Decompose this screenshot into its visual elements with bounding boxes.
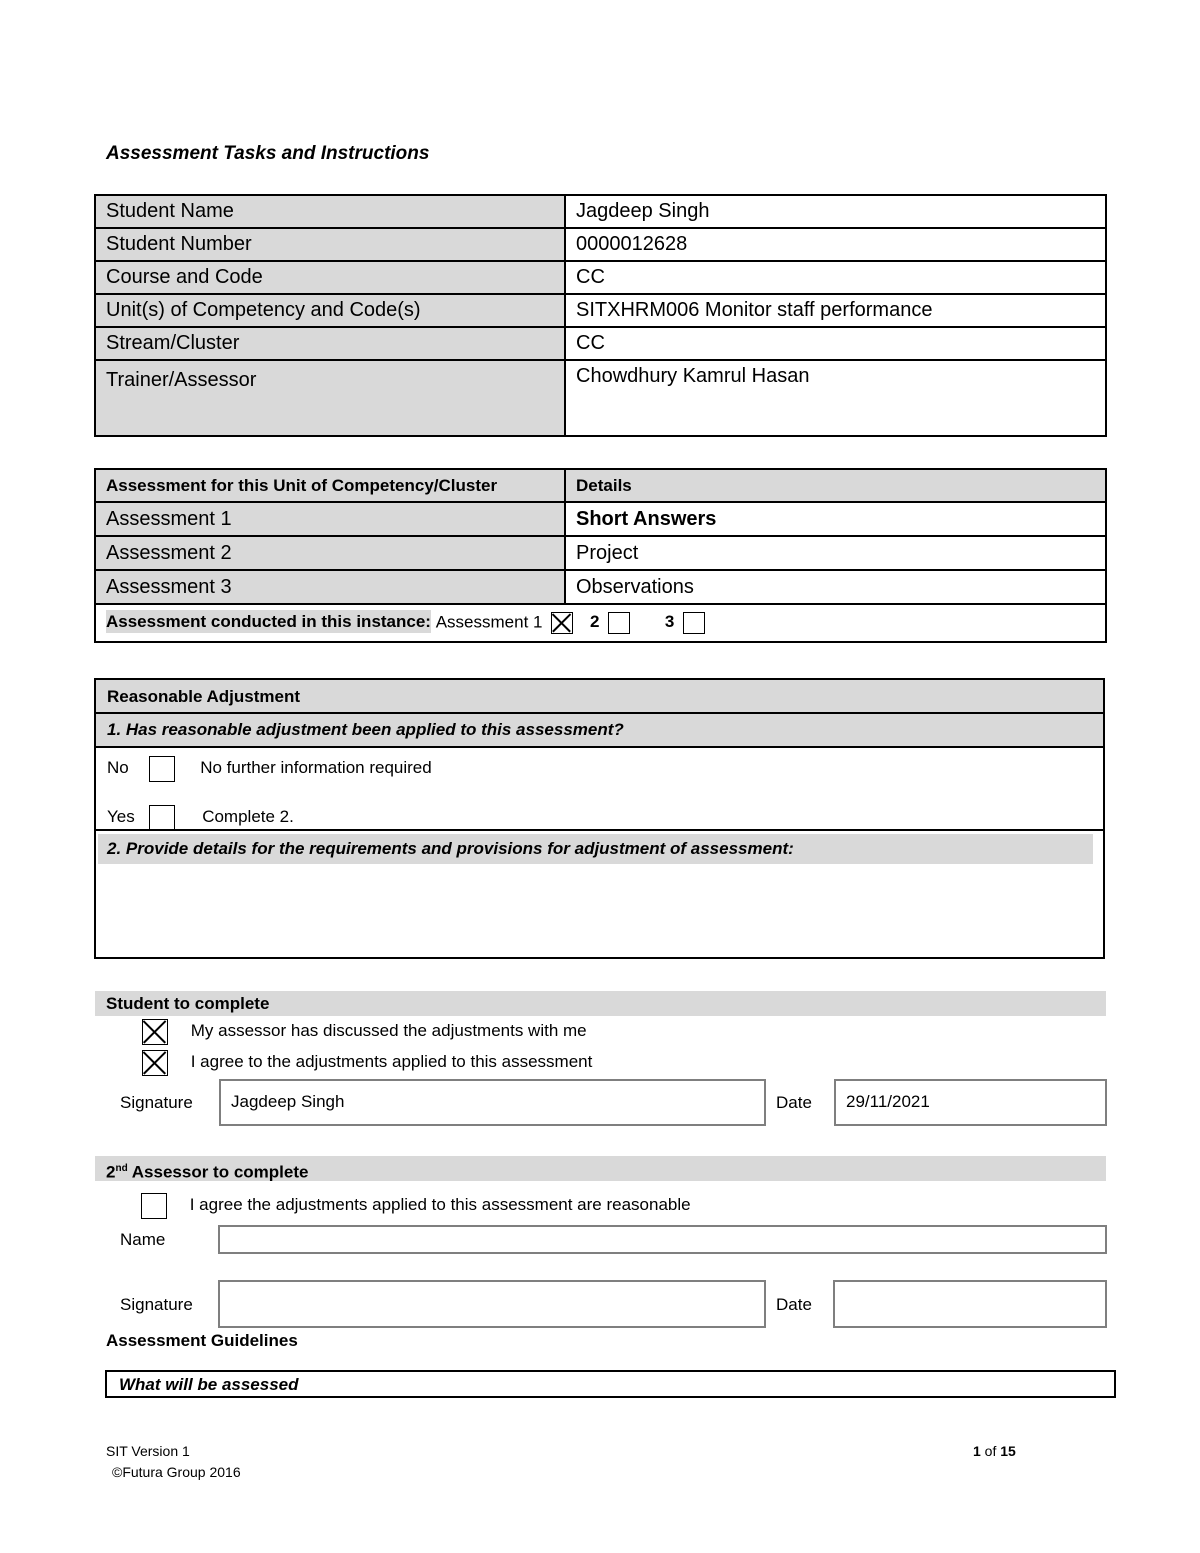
table-row [95,502,1106,536]
adjustment-no-checkbox[interactable] [149,756,175,782]
student-number-label: Student Number [95,228,565,261]
assessor2-header [95,1156,1106,1181]
assessment-2-value: Project [565,536,1106,570]
adjustment-details-area[interactable] [100,868,1099,953]
adjustment-yes-row [107,803,294,831]
assessment-conducted-label: Assessment conducted in this instance: [106,612,431,632]
adjustment-yes-label: Yes [107,807,135,826]
unit-competency-value[interactable]: SITXHRM006 Monitor staff performance [565,294,1106,327]
table-row [95,195,1106,228]
assessment-3-value: Observations [565,570,1106,604]
student-signature-field[interactable]: Jagdeep Singh [219,1079,766,1126]
table-row [95,360,1106,436]
assessment-option-3: 3 [664,612,675,632]
student-name-label: Student Name [95,195,565,228]
student-item-2-row [142,1048,592,1076]
student-item-1-row [142,1017,587,1045]
table-row [95,228,1106,261]
page-of: of [980,1443,1001,1459]
adjustment-question-2: 2. Provide details for the requirements and provisions for adjustment of assessment: [98,834,1093,864]
assessment-conducted-row [95,604,1106,642]
unit-competency-label: Unit(s) of Competency and Code(s) [95,294,565,327]
assessment-2-checkbox[interactable] [608,612,630,634]
assessor2-header-num: 2 [106,1162,116,1182]
student-signature-label: Signature [120,1093,193,1112]
assessment-option-2: 2 [589,612,600,632]
table-row [95,570,1106,604]
table-row [95,327,1106,360]
footer-copyright: ©Futura Group 2016 [112,1464,241,1480]
assessor2-date-field[interactable] [833,1280,1107,1328]
stream-cluster-value[interactable]: CC [565,327,1106,360]
adjustment-no-text: No further information required [200,758,432,777]
reasonable-adjustment-section [94,678,1105,959]
assessment-1-label: Assessment 1 [95,502,565,536]
student-item-2-text: I agree to the adjustments applied to this assessment [190,1052,593,1071]
assessment-3-checkbox[interactable] [683,612,705,634]
footer-version: SIT Version 1 [106,1443,190,1459]
student-number-value[interactable]: 0000012628 [565,228,1106,261]
student-date-field[interactable]: 29/11/2021 [834,1079,1107,1126]
assessor2-header-sup: nd [115,1163,128,1174]
assessment-guidelines-title: Assessment Guidelines [106,1331,298,1350]
student-info-table [94,194,1107,437]
what-will-be-assessed-box: What will be assessed [105,1370,1116,1398]
student-item-1-checkbox[interactable] [142,1019,168,1045]
table-row [95,604,1106,642]
divider [96,829,1103,831]
assessment-2-label: Assessment 2 [95,536,565,570]
page-total: 15 [1000,1443,1016,1459]
adjustment-no-row [107,754,432,782]
table-row [95,261,1106,294]
student-name-value[interactable]: Jagdeep Singh [565,195,1106,228]
assessor2-header-text: Assessor to complete [127,1162,309,1182]
page-current: 1 [973,1443,981,1459]
table-row [95,469,1106,502]
assessment-conducted-prefix: Assessment 1 [435,612,543,632]
assessment-1-checkbox[interactable] [551,612,573,634]
student-item-1-text: My assessor has discussed the adjustments with me [190,1021,587,1040]
student-date-label: Date [776,1093,812,1112]
adjustment-yes-checkbox[interactable] [149,805,175,831]
course-code-label: Course and Code [95,261,565,294]
stream-cluster-label: Stream/Cluster [95,327,565,360]
table-row [95,536,1106,570]
trainer-assessor-label: Trainer/Assessor [95,360,565,436]
assessor2-name-label: Name [120,1230,166,1249]
reasonable-adjustment-header: Reasonable Adjustment [96,680,1103,714]
assessor2-agree-checkbox[interactable] [141,1193,167,1219]
page-title: Assessment Tasks and Instructions [106,143,430,164]
assessor2-signature-label: Signature [120,1295,193,1314]
student-item-2-checkbox[interactable] [142,1050,168,1076]
adjustment-question-1: 1. Has reasonable adjustment been applied to this assessment? [96,714,1103,748]
assessor2-signature-field[interactable] [218,1280,766,1328]
assessment-3-label: Assessment 3 [95,570,565,604]
assessor2-name-field[interactable] [218,1225,1107,1254]
table-row [95,294,1106,327]
adjustment-no-label: No [107,758,129,777]
course-code-value[interactable]: CC [565,261,1106,294]
student-complete-header: Student to complete [95,991,1106,1016]
assessment-1-value: Short Answers [565,502,1106,536]
assessor2-date-label: Date [776,1295,812,1314]
assessments-table [94,468,1107,643]
assessor2-agree-text: I agree the adjustments applied to this assessment are reasonable [189,1195,691,1214]
assessment-header-label: Assessment for this Unit of Competency/Cluster [95,469,565,502]
adjustment-yes-text: Complete 2. [202,807,294,826]
page-number [973,1443,1016,1459]
trainer-assessor-value[interactable]: Chowdhury Kamrul Hasan [565,360,1106,436]
assessment-header-details: Details [565,469,1106,502]
assessor2-agree-row [141,1191,691,1219]
